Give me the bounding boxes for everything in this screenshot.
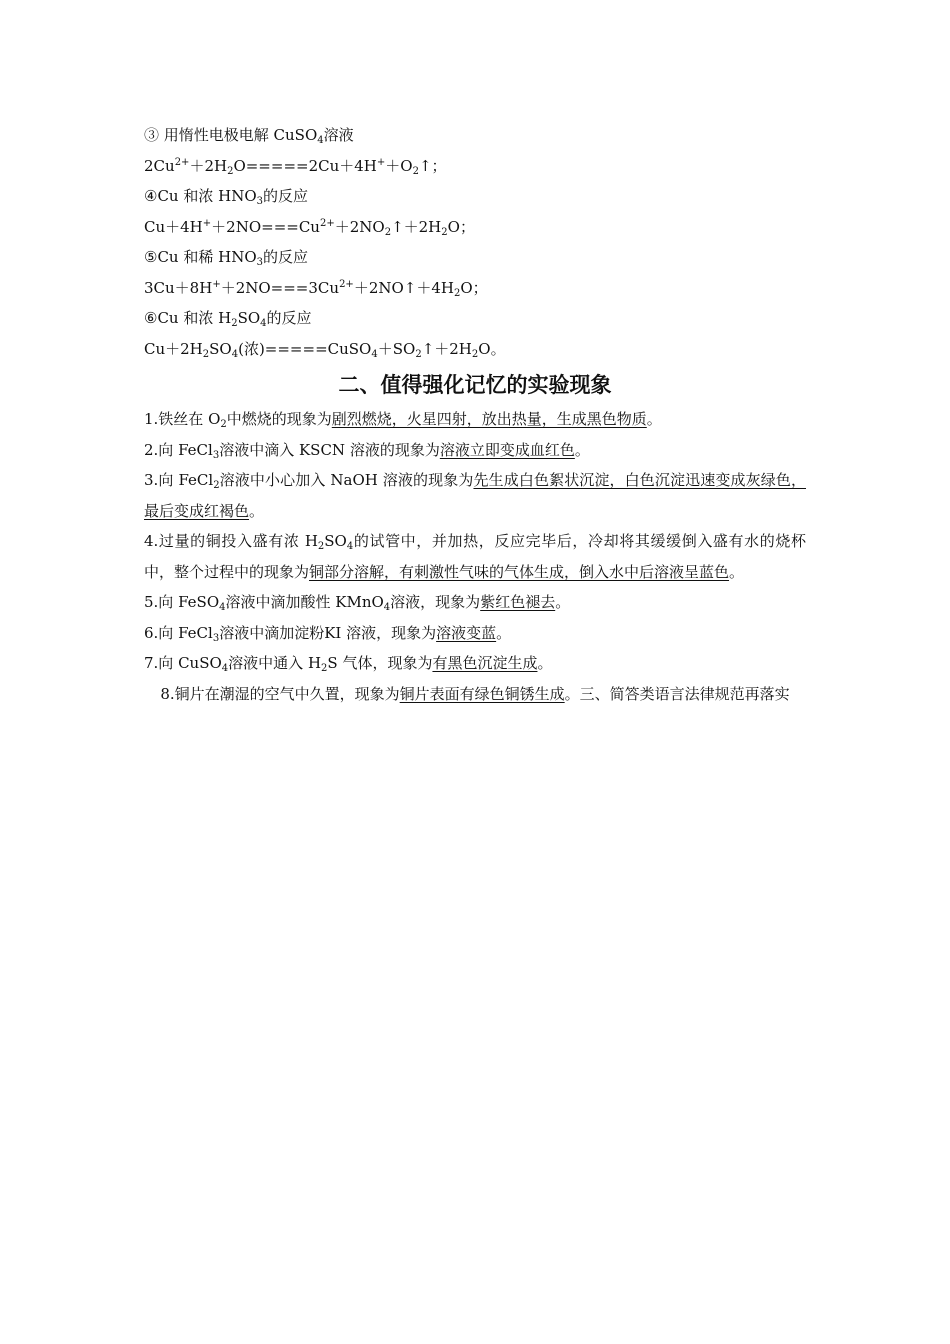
subscript: 3 [256,196,263,207]
subscript: 3 [212,449,220,461]
text-run: ＋2NO===3Cu [220,278,340,297]
text-run: Cu＋2H [144,339,203,358]
subscript: 2 [227,165,234,177]
answer-underlined: 溶液变蓝 [436,623,497,642]
section-title: 二、值得强化记忆的实验现象 [338,373,612,397]
text-run: ＋2NO↑＋4H [353,278,454,297]
superscript: + [212,278,221,290]
answer-underlined: 先生成白色絮状沉淀，白色沉淀迅速变成灰绿色，最后变成红褐色 [144,471,806,520]
text-run: ⑥Cu 和浓 H [144,309,232,327]
text-run: ＋2NO===Cu [211,217,320,236]
text-run: SO [237,309,261,327]
equation-line [144,303,806,334]
subscript: 2 [220,419,227,430]
text-run: SO [324,532,347,550]
superscript: 2+ [319,217,335,229]
subscript: 3 [256,257,263,268]
phenomenon-item [144,404,806,435]
text-run: ⑤Cu 和稀 HNO [144,248,257,266]
text-run: 。 [574,440,590,459]
text-run: ＋O [385,156,413,175]
answer-underlined: 剧烈燃烧，火星四射，放出热量，生成黑色物质 [331,410,647,428]
equation-list [144,120,806,364]
answer-underlined: 铜片表面有绿色铜锈生成 [399,684,565,703]
text-run: ＋SO [377,339,416,358]
text-run: SO [209,339,232,358]
subscript: 2 [415,348,422,360]
equation-line [144,151,806,182]
answer-underlined: 溶液立即变成血红色 [439,440,575,459]
equation-line [144,212,806,243]
text-run: 。 [249,501,265,520]
subscript: 4 [231,348,239,360]
text-run: 5.向 FeSO [144,593,220,611]
subscript: 4 [219,602,226,613]
text-run: ↑； [418,156,447,175]
subscript: 4 [317,135,324,146]
text-run: 1.铁丝在 O [144,410,221,428]
text-run: O。 [478,339,506,358]
subscript: 4 [371,348,378,360]
text-run: 溶液中通入 H [228,654,322,672]
text-run: O； [460,278,488,297]
phenomenon-item [144,526,806,587]
document-page [144,120,806,709]
text-run: 的试管中，并加热，反应完毕后，冷却将其缓缓倒入盛有水的烧杯中，整个过程中的现象为 [144,532,806,581]
phenomenon-item [144,465,806,526]
answer-underlined: 紫红色褪去 [480,593,556,611]
text-run: 溶液中滴加酸性 KMnO [225,593,384,611]
text-run: 。 [729,562,745,581]
equation-line [144,334,806,365]
phenomenon-item [144,648,806,679]
text-run: 6.向 FeCl [144,623,213,642]
equation-line [144,242,806,273]
subscript: 2 [321,663,328,674]
text-run: 。 [537,654,553,672]
answer-underlined: 铜部分溶解，有刺激性气味的气体生成，倒入水中后溶液呈蓝色 [309,562,730,581]
text-run: 的反应 [266,309,312,327]
subscript: 2 [471,348,479,360]
text-run: 7.向 CuSO [144,654,222,672]
phenomena-list [144,404,806,709]
superscript: 2+ [339,278,354,290]
text-run: 2Cu [144,156,175,175]
phenomenon-item [144,618,806,649]
subscript: 2 [412,165,419,177]
equation-line [144,273,806,304]
equation-line [144,181,806,212]
text-run: 3Cu＋8H [144,278,213,297]
text-run: 溶液中滴加淀粉KI 溶液，现象为 [219,623,437,642]
text-run: 的反应 [263,248,309,266]
text-run: O=====2Cu＋4H [233,156,377,175]
text-run: 3.向 FeCl [144,471,214,489]
text-run: O； [447,217,475,236]
text-run: S 气体，现象为 [327,654,433,672]
text-run: Cu＋4H [144,217,203,236]
text-run: 溶液中滴入 KSCN 溶液的现象为 [219,440,440,459]
text-run: 。三、简答类语言法律规范再落实 [564,684,790,703]
superscript: + [202,217,212,229]
text-run: 中燃烧的现象为 [226,410,332,428]
text-run: (浓)=====CuSO [238,339,372,358]
subscript: 2 [317,541,325,552]
text-run: ＋2NO [334,217,385,236]
subscript: 4 [383,602,391,613]
equation-line [144,120,806,151]
subscript: 2 [453,287,461,299]
text-run: 4.过量的铜投入盛有浓 H [144,532,318,550]
text-run: ④Cu 和浓 HNO [144,187,257,205]
subscript: 4 [221,663,229,674]
subscript: 4 [346,541,354,552]
subscript: 3 [212,632,220,644]
phenomenon-item [144,435,806,466]
text-run: 。 [555,593,571,611]
text-run: 2.向 FeCl [144,440,213,459]
text-run: ↑＋2H [391,217,442,236]
subscript: 2 [231,318,238,329]
text-run: 。 [496,623,512,642]
subscript: 2 [441,226,448,238]
text-run: 的反应 [263,187,309,205]
text-run: ③ 用惰性电极电解 CuSO [144,126,318,144]
subscript: 2 [202,348,210,360]
text-run: ↑＋2H [421,339,472,358]
subscript: 2 [384,226,392,238]
text-run: 溶液中小心加入 NaOH 溶液的现象为 [219,471,474,489]
text-run: ＋2H [189,156,228,175]
superscript: 2+ [174,156,190,168]
text-run: 溶液，现象为 [390,593,481,611]
phenomenon-item [144,587,806,618]
subscript: 4 [260,318,267,329]
superscript: + [376,156,386,168]
phenomenon-item [144,679,806,710]
subscript: 2 [213,480,220,491]
answer-underlined: 有黑色沉淀生成 [432,654,538,672]
text-run: 溶液 [323,126,354,144]
text-run: 。 [646,410,662,428]
text-run: 8.铜片在潮湿的空气中久置，现象为 [160,684,400,703]
